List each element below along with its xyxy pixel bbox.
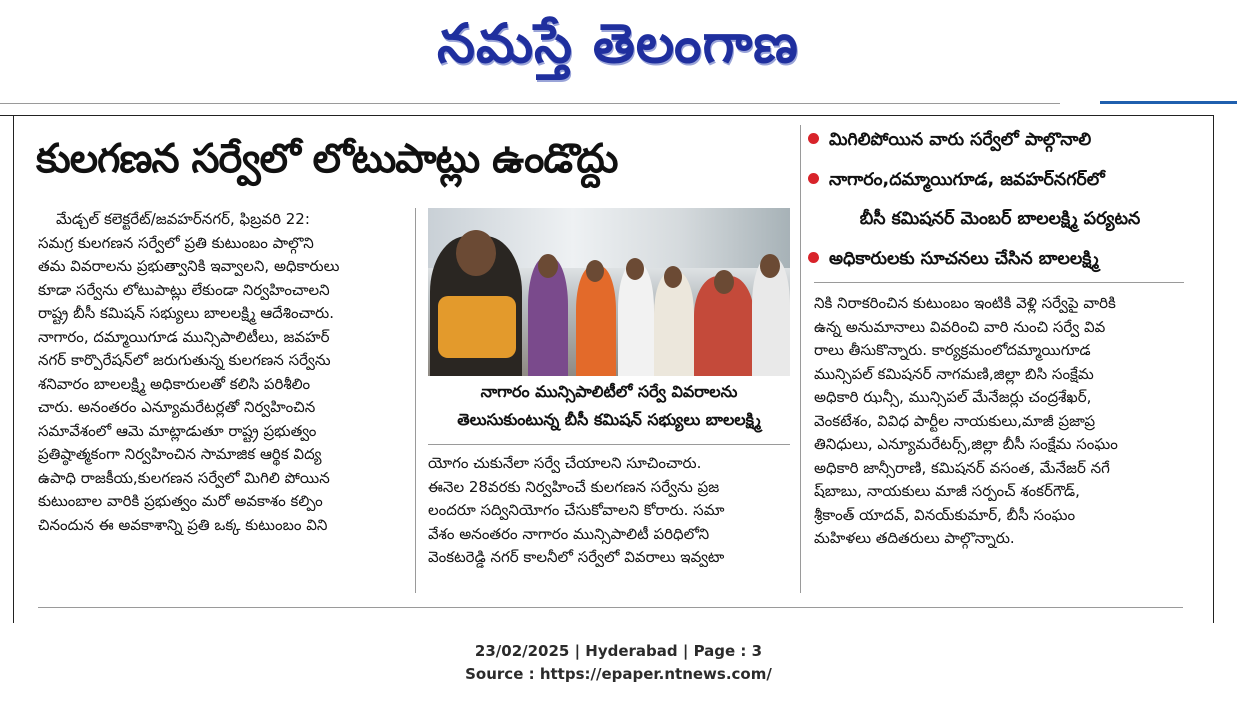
photo-caption-line: తెలుసుకుంటున్న బీసీ కమిషన్ సభ్యులు బాలలక్ష్మి (457, 410, 761, 429)
article-right-rule (1213, 115, 1214, 623)
column-1-line: శనివారం బాలలక్ష్మి అధికారులతో కలిసి పరిశీలిం (38, 374, 311, 393)
caption-rule (428, 444, 790, 445)
subhead-rule (814, 282, 1184, 283)
photo-person-head (586, 260, 604, 282)
article-bottom-rule (38, 607, 1183, 608)
bullet-icon (808, 133, 819, 144)
column-3-line: అధికారి జాన్సీరాణి, కమిషనర్ వసంత, మేనేజర్ నగే (814, 458, 1110, 477)
column-1-line: చినందున ఈ అవకాశాన్ని ప్రతి ఒక్క కుటుంబం విని (38, 515, 328, 534)
article-column-2 (428, 452, 790, 570)
photo-person-head (456, 230, 496, 276)
article-left-rule (13, 115, 14, 623)
bullet-icon (808, 173, 819, 184)
subhead-3: అధికారులకు సూచనలు చేసిన బాలలక్ష్మి (808, 244, 1192, 274)
column-divider-1 (415, 208, 416, 593)
column-1-line: ప్రతిష్ఠాత్మకంగా నిర్వహించిన సామాజిక ఆర్థిక విద్య (38, 445, 322, 463)
column-1-line: నాగారం, దమ్మాయిగూడ మున్సిపాలిటీలు, జవహర్ (38, 327, 330, 346)
photo-person-head (664, 266, 682, 288)
photo-person (438, 296, 516, 358)
column-3-line: నికి నిరాకరించిన కుటుంబం ఇంటికి వెళ్లి సర్వేపై వారికి (814, 294, 1116, 312)
masthead-logo: నమస్తే తెలంగాణ (437, 12, 799, 75)
column-3-line: మహిళలు తదితరులు పాల్గొన్నారు. (814, 529, 1015, 547)
column-2-line: ఈనెల 28వరకు నిర్వహించే కులగణన సర్వేను ప్రజ (428, 477, 720, 496)
article-headline: కులగణన సర్వేలో లోటుపాట్లు ఉండొద్దు (36, 136, 618, 182)
photo-person-head (626, 258, 644, 280)
column-1-line: సమగ్ర కులగణన సర్వేలో ప్రతి కుటుంబం పాల్గొని (38, 233, 314, 252)
article-top-rule (0, 115, 1213, 116)
column-divider-2 (800, 125, 801, 593)
masthead (0, 0, 1237, 102)
column-3-line: అధికారి ఝన్సీ, మున్సిపల్ మేనేజర్లు చంద్రశేఖర్, (814, 388, 1092, 406)
column-2-line: వేశం అనంతరం నాగారం మున్సిపాలిటీ పరిధిలోని (428, 524, 710, 543)
photo-person-head (760, 254, 780, 278)
article-photo (428, 208, 790, 376)
column-1-line: ఉపాధి రాజకీయ,కులగణన సర్వేలో మిగిలి పోయిన (38, 468, 330, 487)
photo-person-head (714, 270, 734, 294)
column-1-line: రాష్ట్ర బీసీ కమిషన్ సభ్యులు బాలలక్ష్మి ఆదేశించారు. (38, 304, 335, 322)
column-1-line: తమ వివరాలను ప్రభుత్వానికి ఇవ్వాలని, అధికారులు (38, 257, 340, 275)
photo-person (618, 264, 654, 376)
subhead-1: మిగిలిపోయిన వారు సర్వేలో పాల్గొనాలి (808, 125, 1192, 155)
bullet-icon (808, 252, 819, 263)
column-1-line: సమావేశంలో ఆమె మాట్లాడుతూ రాష్ట్ర ప్రభుత్వం (38, 421, 317, 440)
photo-caption (428, 378, 790, 436)
column-3-line: ష్‌బాబు, నాయకులు మాజీ సర్పంచ్ శంకర్‌గౌడ్, (814, 482, 1080, 500)
footer-source: Source : https://epaper.ntnews.com/ (465, 665, 772, 683)
column-1-line: నగర్ కార్పొరేషన్‌లో జరుగుతున్న కులగణన సర్వేను (38, 351, 331, 369)
page-footer (0, 640, 1237, 686)
masthead-rule-accent (1100, 101, 1237, 104)
column-3-line: రాలు తీసుకొన్నారు. కార్యక్రమంలోదమ్మాయిగూడ (814, 341, 1091, 359)
article-column-1 (38, 208, 408, 537)
masthead-rule (0, 103, 1060, 104)
photo-caption-line: నాగారం మున్సిపాలిటీలో సర్వే వివరాలను (480, 382, 738, 401)
subhead-2: నాగారం,దమ్మాయిగూడ, జవహర్‌నగర్‌లో (808, 165, 1192, 195)
column-1-line: చారు. అనంతరం ఎన్యూమరేటర్లతో నిర్వహించిన (38, 398, 316, 416)
footer-date-page: 23/02/2025 | Hyderabad | Page : 3 (474, 642, 763, 660)
column-1-line: మేడ్చల్ కలెక్టరేట్/జవహర్‌నగర్, ఫిబ్రవరి 22: (56, 210, 310, 228)
column-1-line: కూడా సర్వేను లోటుపాట్లు లేకుండా నిర్వహించాలని (38, 280, 330, 299)
photo-person (576, 266, 616, 376)
column-3-line: వెంకటేశం, వివిధ పార్టీల నాయకులు,మాజీ ప్రజాప్ర (814, 411, 1095, 430)
column-1-line: కుటుంబాల వారికి ప్రభుత్వం మరో అవకాశం కల్పిం (38, 492, 323, 510)
column-3-line: తినిధులు, ఎన్యూమరేటర్స్,జిల్లా బీసీ సంక్షేమ సంఘం (814, 435, 1118, 453)
article-column-3 (814, 292, 1184, 551)
column-2-line: వెంకటరెడ్డి నగర్ కాలనీలో సర్వేలో వివరాలు ఇవ్వటా (428, 548, 725, 566)
column-2-line: యోగం చుకునేలా సర్వే చేయాలని సూచించారు. (428, 454, 702, 472)
column-3-line: మున్సిపల్ కమిషనర్ నాగమణి,జిల్లా బిసి సంక్షేమ (814, 364, 1094, 383)
column-3-line: ఉన్న అనుమానాలు వివరించి వారి నుంచి సర్వే వివ (814, 317, 1106, 336)
column-3-line: శ్రీకాంత్ యాదవ్, వినయ్‌కుమార్, బీసీ సంఘం (814, 505, 1076, 524)
column-2-line: లందరూ సద్వినియోగం చేసుకోవాలని కోరారు. సమా (428, 501, 725, 519)
subhead-2-continued: బీసీ కమిషనర్ మెంబర్ బాలలక్ష్మి పర్యటన (859, 209, 1141, 229)
photo-person-head (538, 254, 558, 278)
